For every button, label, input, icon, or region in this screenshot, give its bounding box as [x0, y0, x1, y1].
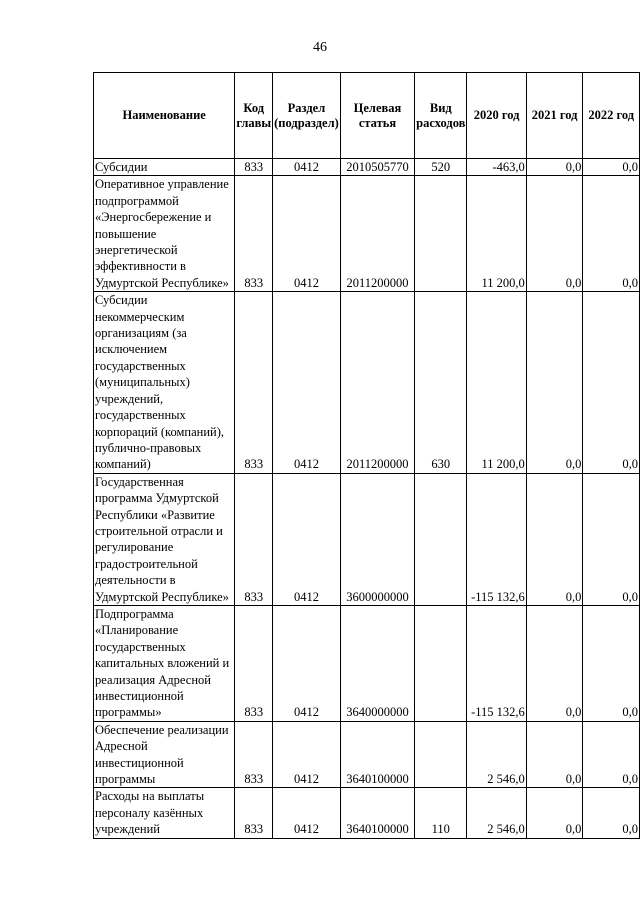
row-2022: 0,0 — [583, 721, 640, 788]
row-code: 833 — [235, 159, 273, 176]
row-target: 3640100000 — [340, 788, 414, 838]
row-target: 2010505770 — [340, 159, 414, 176]
row-code: 833 — [235, 788, 273, 838]
row-type — [415, 605, 467, 721]
row-code: 833 — [235, 721, 273, 788]
row-section: 0412 — [273, 159, 341, 176]
row-section: 0412 — [273, 176, 341, 292]
row-code: 833 — [235, 292, 273, 473]
row-target: 2011200000 — [340, 292, 414, 473]
row-name: Обеспечение реализации Адресной инвестиционной программы — [94, 721, 235, 788]
row-2021: 0,0 — [526, 292, 583, 473]
row-code: 833 — [235, 176, 273, 292]
table-header-row — [94, 73, 640, 159]
header-section: Раздел (подраздел) — [273, 73, 341, 159]
row-section: 0412 — [273, 473, 341, 605]
budget-table — [93, 72, 640, 839]
row-2022: 0,0 — [583, 176, 640, 292]
row-target: 3640100000 — [340, 721, 414, 788]
header-2020: 2020 год — [467, 73, 526, 159]
row-2021: 0,0 — [526, 473, 583, 605]
header-name: Наименование — [94, 73, 235, 159]
header-2021: 2021 год — [526, 73, 583, 159]
row-2022: 0,0 — [583, 788, 640, 838]
row-section: 0412 — [273, 721, 341, 788]
row-2022: 0,0 — [583, 473, 640, 605]
row-2020: -463,0 — [467, 159, 526, 176]
row-type — [415, 473, 467, 605]
row-name: Государственная программа Удмуртской Республики «Развитие строительной отрасли и регулирование градостроительной деятельности в Удмуртской Республике» — [94, 473, 235, 605]
table-row — [94, 788, 640, 838]
header-target: Целевая статья — [340, 73, 414, 159]
row-name: Субсидии — [94, 159, 235, 176]
row-2021: 0,0 — [526, 788, 583, 838]
row-name: Субсидии некоммерческим организациям (за исключением государственных (муниципальных) учреждений, государственных корпораций (компаний), публично-правовых компаний) — [94, 292, 235, 473]
row-2022: 0,0 — [583, 605, 640, 721]
row-type: 110 — [415, 788, 467, 838]
header-expense-type: Вид расходов — [415, 73, 467, 159]
row-2020: 11 200,0 — [467, 176, 526, 292]
row-2021: 0,0 — [526, 176, 583, 292]
row-2020: 2 546,0 — [467, 721, 526, 788]
table-row — [94, 473, 640, 605]
row-section: 0412 — [273, 605, 341, 721]
row-2021: 0,0 — [526, 159, 583, 176]
row-section: 0412 — [273, 788, 341, 838]
row-name: Оперативное управление подпрограммой «Энергосбережение и повышение энергетической эффективности в Удмуртской Республике» — [94, 176, 235, 292]
row-name: Подпрограмма «Планирование государственных капитальных вложений и реализация Адресной инвестиционной программы» — [94, 605, 235, 721]
row-2021: 0,0 — [526, 605, 583, 721]
row-type: 630 — [415, 292, 467, 473]
page-number: 46 — [313, 40, 327, 55]
row-target: 3600000000 — [340, 473, 414, 605]
header-code: Код главы — [235, 73, 273, 159]
row-target: 3640000000 — [340, 605, 414, 721]
row-code: 833 — [235, 605, 273, 721]
header-2022: 2022 год — [583, 73, 640, 159]
row-2021: 0,0 — [526, 721, 583, 788]
table-row — [94, 292, 640, 473]
row-2020: 2 546,0 — [467, 788, 526, 838]
row-2022: 0,0 — [583, 292, 640, 473]
row-target: 2011200000 — [340, 176, 414, 292]
row-type — [415, 176, 467, 292]
row-code: 833 — [235, 473, 273, 605]
row-2020: -115 132,6 — [467, 473, 526, 605]
row-2020: -115 132,6 — [467, 605, 526, 721]
table-row — [94, 176, 640, 292]
row-2020: 11 200,0 — [467, 292, 526, 473]
row-section: 0412 — [273, 292, 341, 473]
table-row — [94, 605, 640, 721]
row-type — [415, 721, 467, 788]
table-row — [94, 721, 640, 788]
row-2022: 0,0 — [583, 159, 640, 176]
row-name: Расходы на выплаты персоналу казённых учреждений — [94, 788, 235, 838]
table-row — [94, 159, 640, 176]
row-type: 520 — [415, 159, 467, 176]
